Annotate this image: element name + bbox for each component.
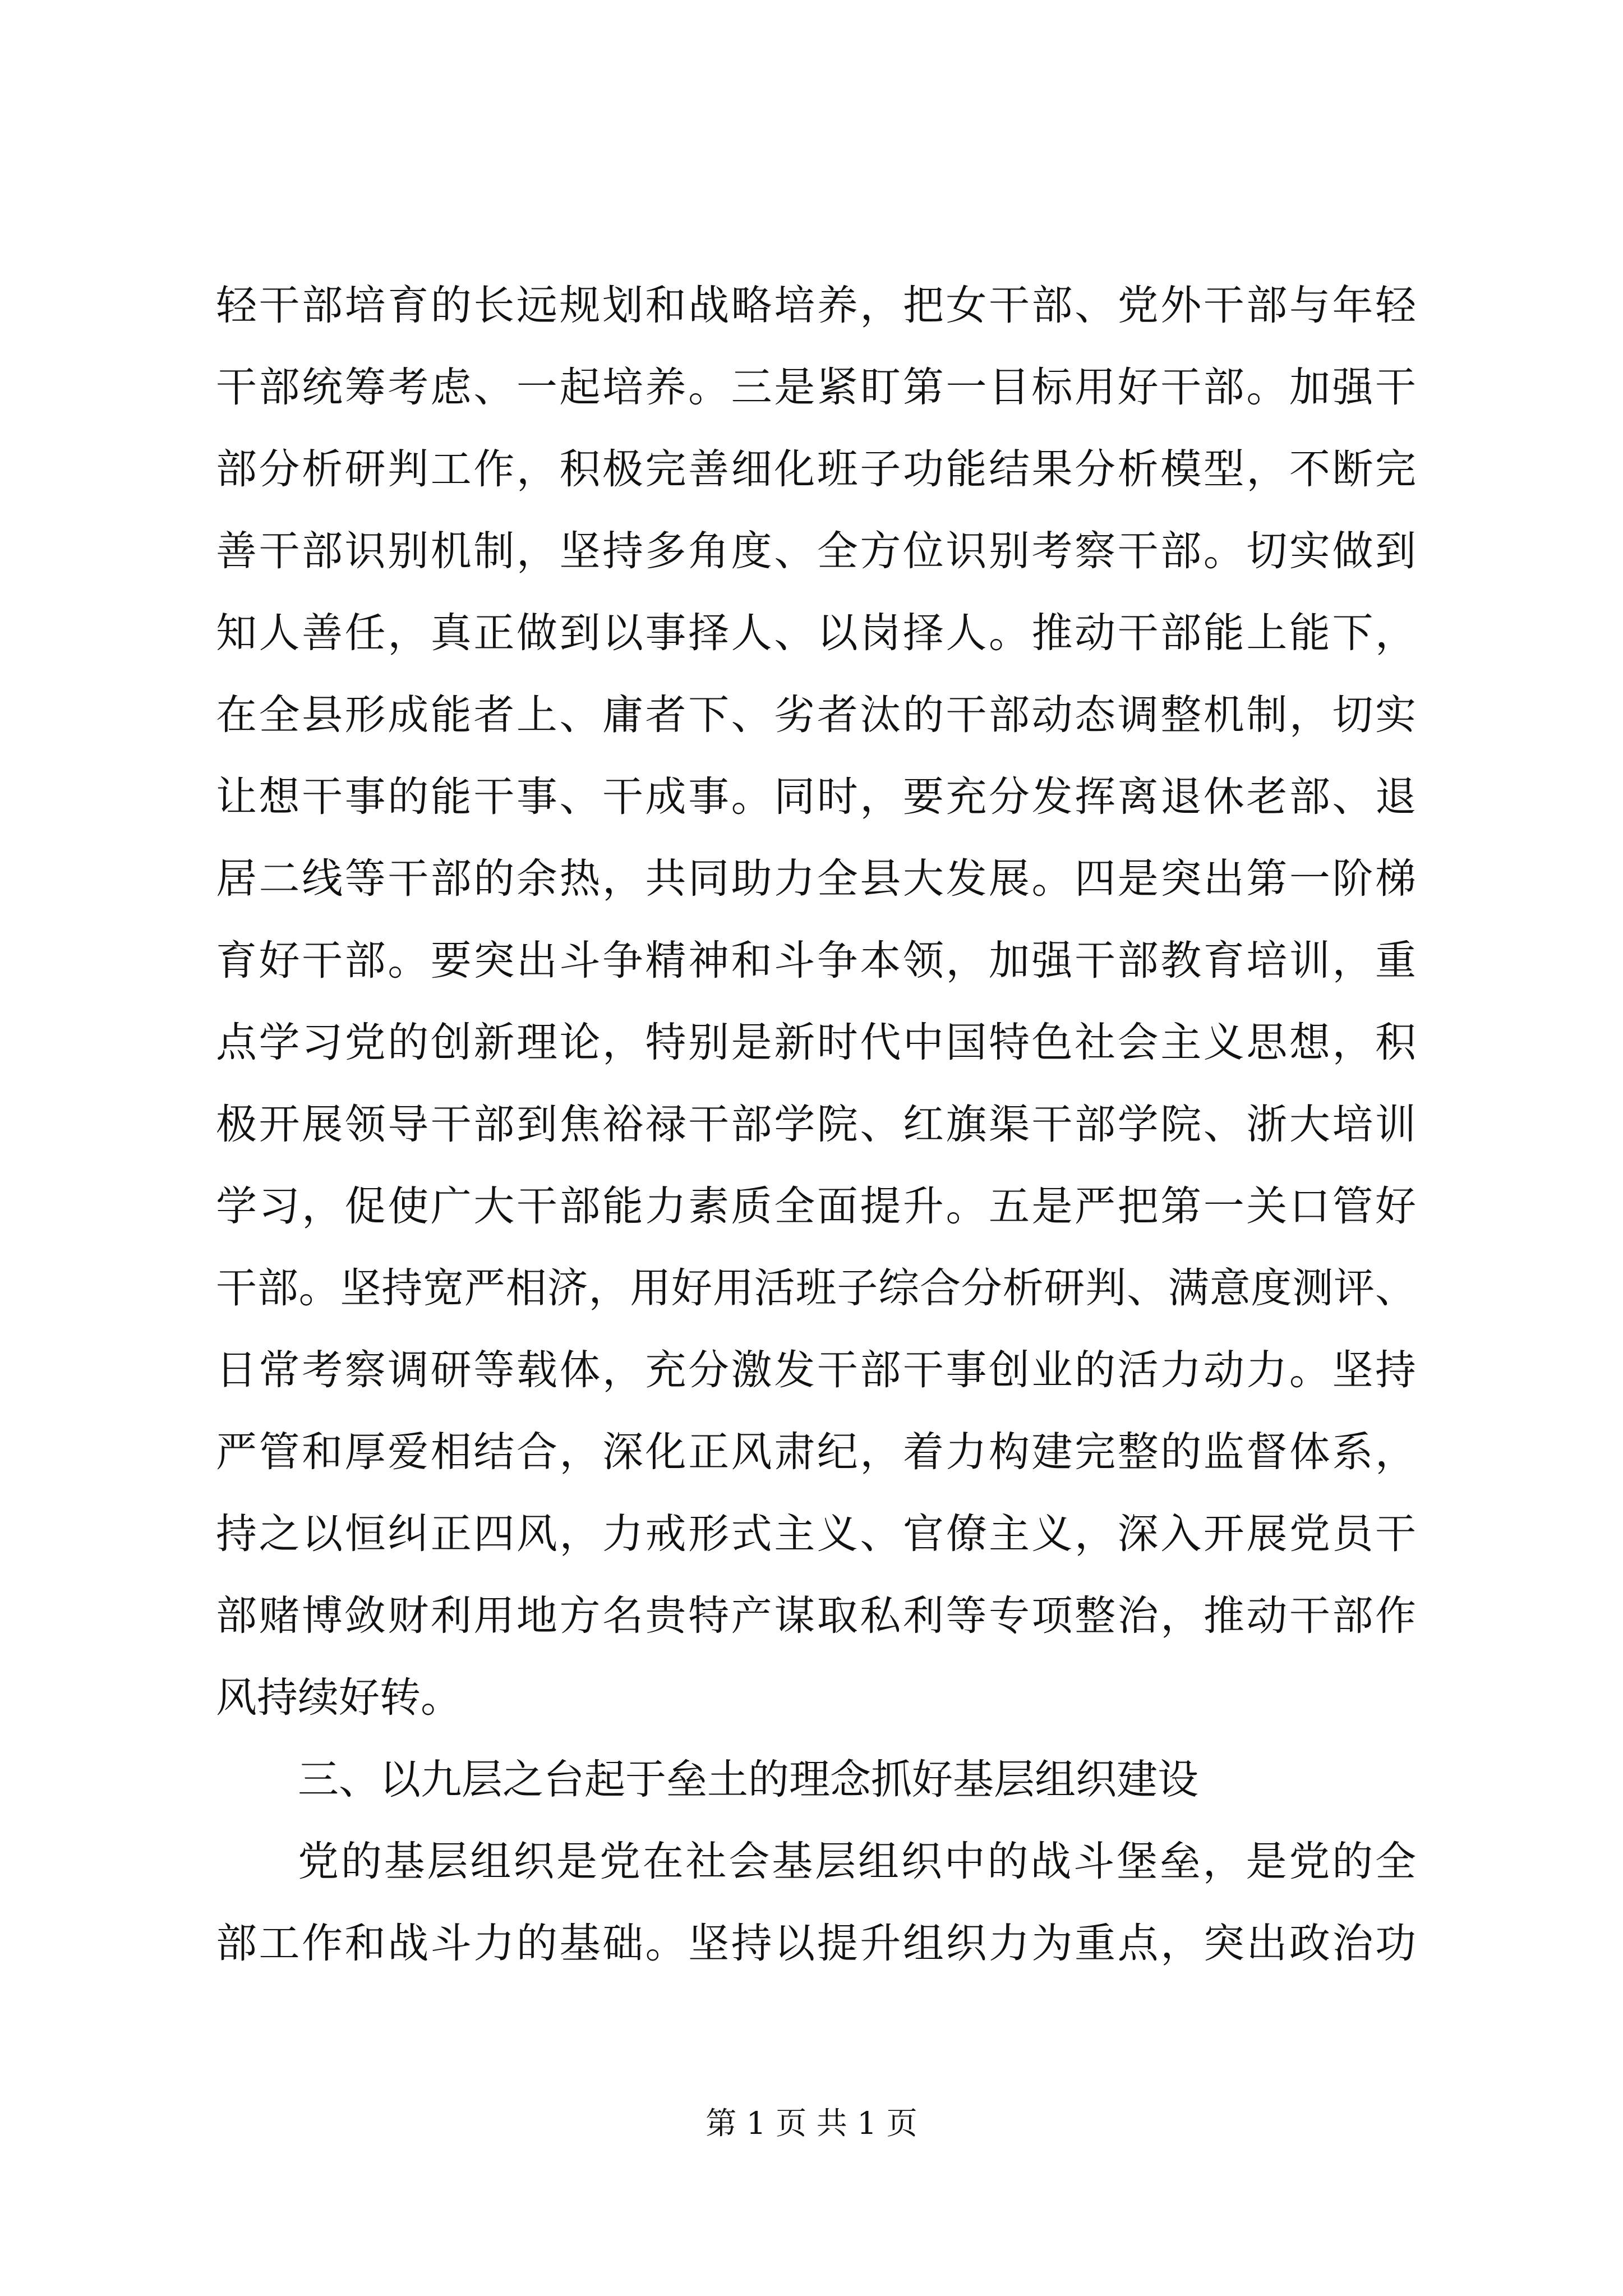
- page-footer: [0, 2104, 1623, 2143]
- paragraph-line: 让想干事的能干事、干成事。同时，要充分发挥离退休老部、退: [216, 773, 1416, 821]
- body-text: [216, 265, 1416, 1985]
- paragraph-line: 育好干部。要突出斗争精神和斗争本领，加强干部教育培训，重: [216, 937, 1416, 984]
- paragraph-line: 部赌博敛财利用地方名贵特产谋取私利等专项整治，推动干部作: [216, 1592, 1416, 1640]
- paragraph-line: 善干部识别机制，坚持多角度、全方位识别考察干部。切实做到: [216, 527, 1416, 575]
- paragraph-line: 居二线等干部的余热，共同助力全县大发展。四是突出第一阶梯: [216, 855, 1416, 903]
- paragraph-line: 轻干部培育的长远规划和战略培养，把女干部、党外干部与年轻: [216, 282, 1416, 329]
- section-heading: 三、以九层之台起于垒土的理念抓好基层组织建设: [298, 1756, 1198, 1803]
- paragraph-line: 风持续好转。: [216, 1674, 462, 1722]
- paragraph-line: 极开展领导干部到焦裕禄干部学院、红旗渠干部学院、浙大培训: [216, 1101, 1416, 1148]
- paragraph-line: 干部。坚持宽严相济，用好用活班子综合分析研判、满意度测评、: [216, 1264, 1416, 1312]
- paragraph-1: [216, 265, 1416, 1739]
- paragraph-line: 部分析研判工作，积极完善细化班子功能结果分析模型，不断完: [216, 445, 1416, 493]
- paragraph-line: 党的基层组织是党在社会基层组织中的战斗堡垒，是党的全: [298, 1838, 1416, 1885]
- paragraph-line: 持之以恒纠正四风，力戒形式主义、官僚主义，深入开展党员干: [216, 1510, 1416, 1558]
- paragraph-line: 严管和厚爱相结合，深化正风肃纪，着力构建完整的监督体系，: [216, 1428, 1416, 1476]
- paragraph-line: 部工作和战斗力的基础。坚持以提升组织力为重点，突出政治功: [216, 1920, 1416, 1967]
- paragraph-2: [216, 1821, 1416, 1985]
- paragraph-line: 学习，促使广大干部能力素质全面提升。五是严把第一关口管好: [216, 1182, 1416, 1230]
- paragraph-line: 日常考察调研等载体，充分激发干部干事创业的活力动力。坚持: [216, 1346, 1416, 1394]
- paragraph-line: 在全县形成能者上、庸者下、劣者汰的干部动态调整机制，切实: [216, 691, 1416, 739]
- page-number-label: 第 1 页 共 1 页: [706, 2105, 917, 2141]
- paragraph-line: 干部统筹考虑、一起培养。三是紧盯第一目标用好干部。加强干: [216, 364, 1416, 411]
- paragraph-line: 点学习党的创新理论，特别是新时代中国特色社会主义思想，积: [216, 1019, 1416, 1066]
- paragraph-line: 知人善任，真正做到以事择人、以岗择人。推动干部能上能下，: [216, 609, 1416, 657]
